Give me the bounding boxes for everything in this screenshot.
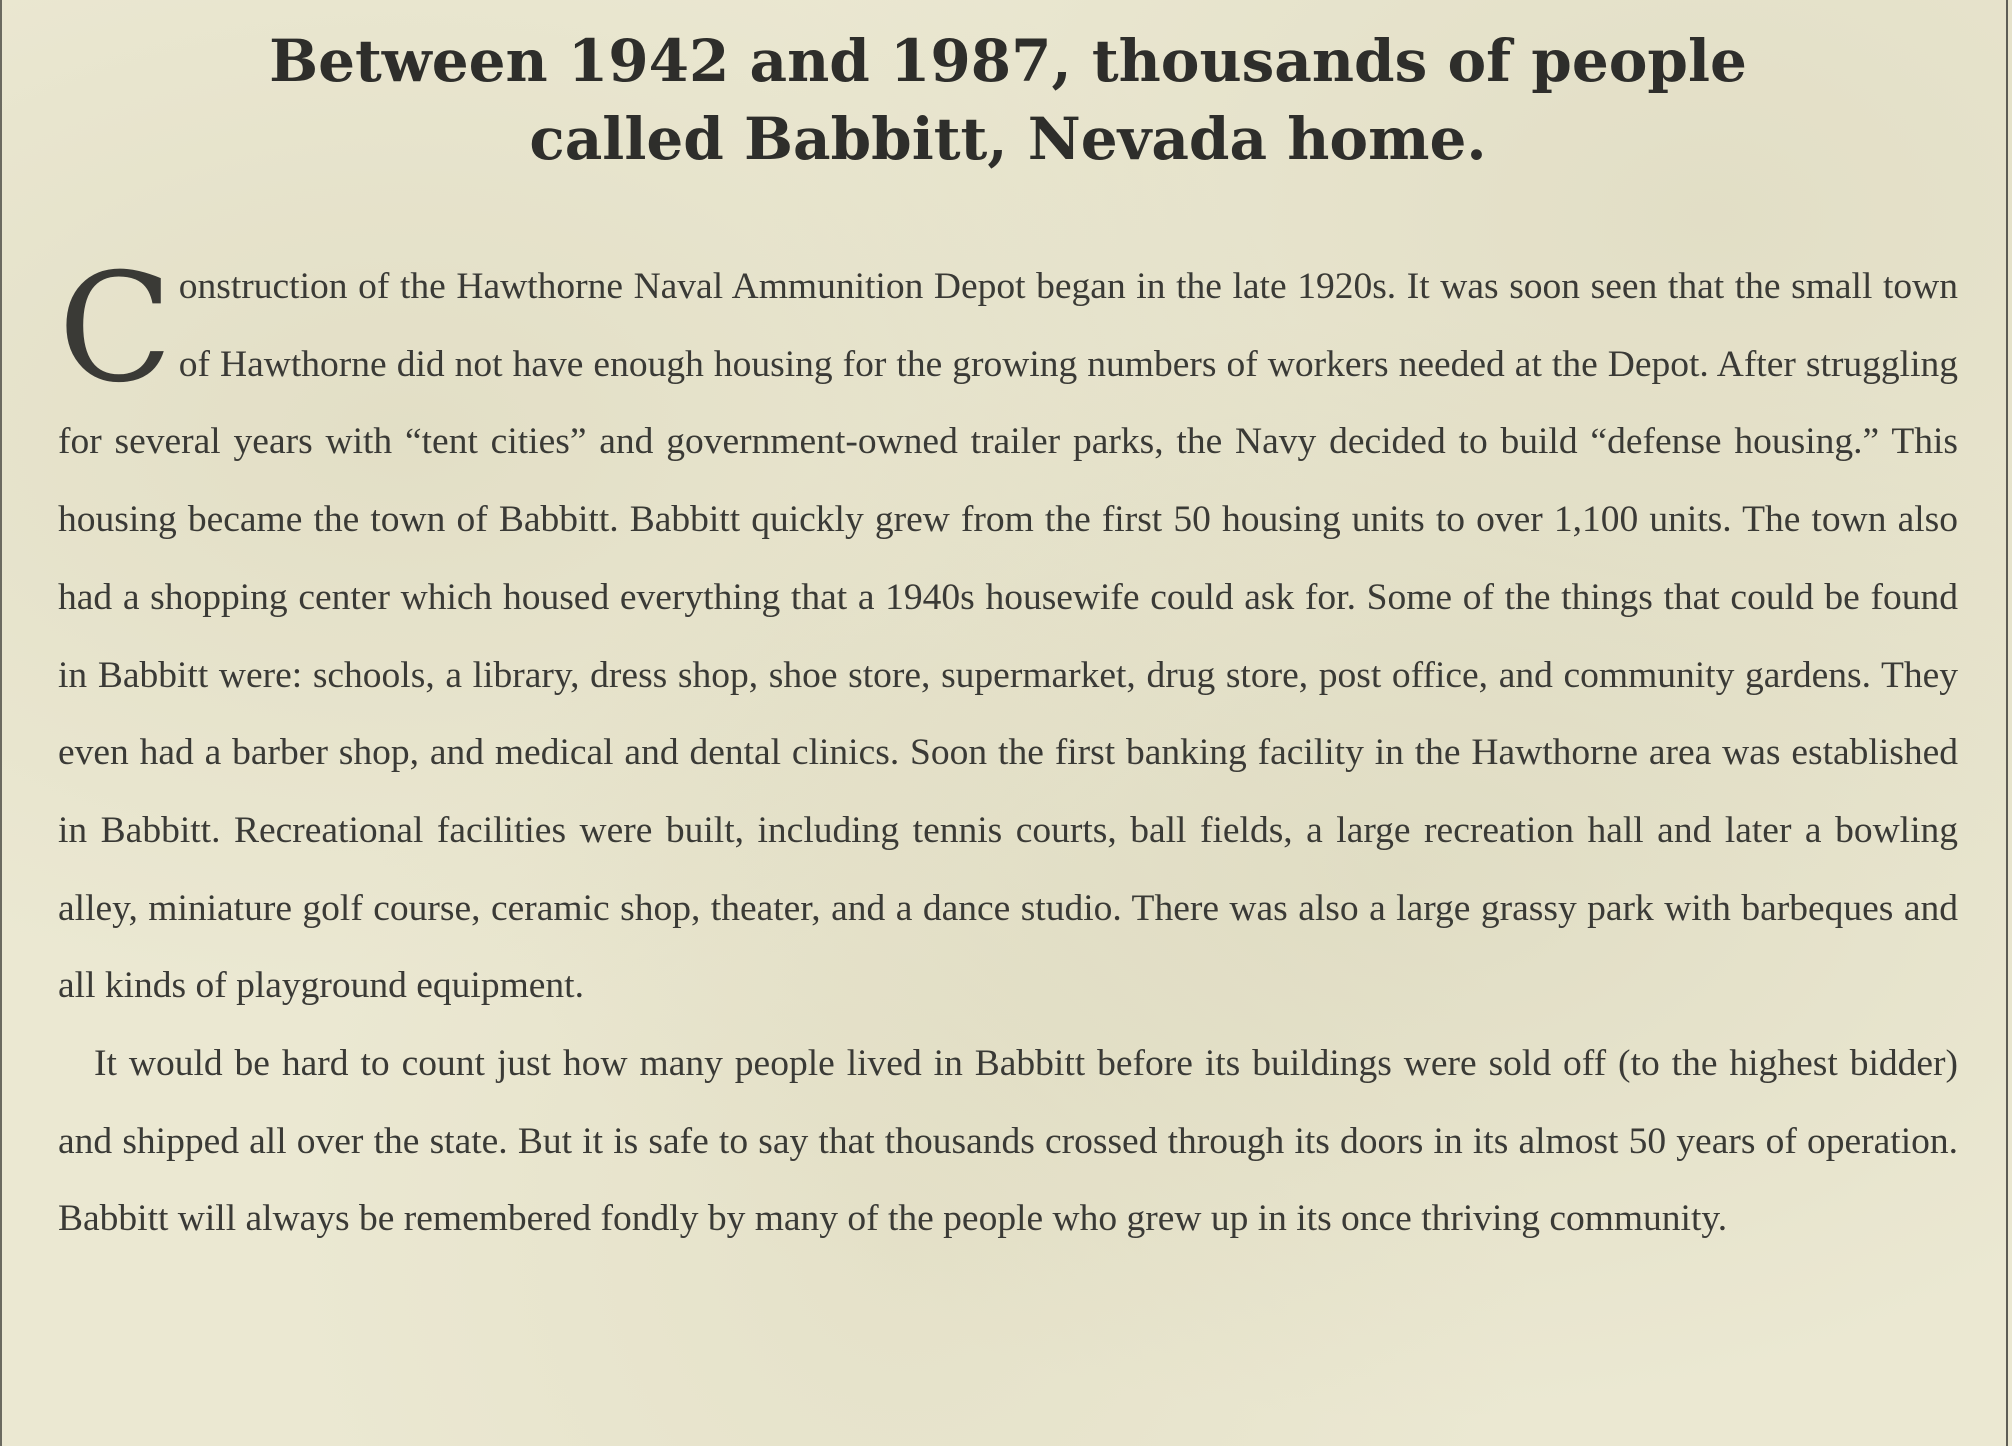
page-edge-border — [2006, 0, 2008, 1446]
title-line-2: called Babbitt, Nevada home. — [529, 105, 1487, 173]
page-title — [2, 22, 2012, 178]
paragraph-1 — [58, 242, 1958, 1025]
paragraph-1-text: onstruction of the Hawthorne Naval Ammunition Depot began in the late 1920s. It was soon seen that the small town of Hawthorne did not have enough housing for the growing numbers of workers needed at the Depot. After struggling for several years with “tent cities” and government-owned trailer parks, the Navy decided to build “defense housing.” This housing became the town of Babbitt. Babbitt quickly grew from the first 50 housing units to over 1,100 units. The town also had a shopping center which housed everything that a 1940s housewife could ask for. Some of the things that could be found in Babbitt were: schools, a library, dress shop, shoe store, supermarket, drug store, post office, and community gardens. They even had a barber shop, and medical and dental clinics. Soon the first banking facility in the Hawthorne area was established in Babbitt. Recreational facilities were built, including tennis courts, ball fields, a large recreation hall and later a bowling alley, miniature golf course, ceramic shop, theater, and a dance studio. There was also a large grassy park with barbeques and all kinds of playground equipment. — [58, 266, 1958, 1007]
drop-cap: C — [58, 242, 173, 416]
paragraph-2: It would be hard to count just how many people lived in Babbitt before its buildings were sold off (to the highest bidder) and shipped all over the state. But it is safe to say that thousands crossed through its doors in its almost 50 years of operation. Babbitt will always be remembered fondly by many of the people who grew up in its once thriving community. — [58, 1043, 1958, 1240]
title-line-1: Between 1942 and 1987, thousands of people — [269, 27, 1747, 95]
body-text — [58, 242, 1958, 1258]
